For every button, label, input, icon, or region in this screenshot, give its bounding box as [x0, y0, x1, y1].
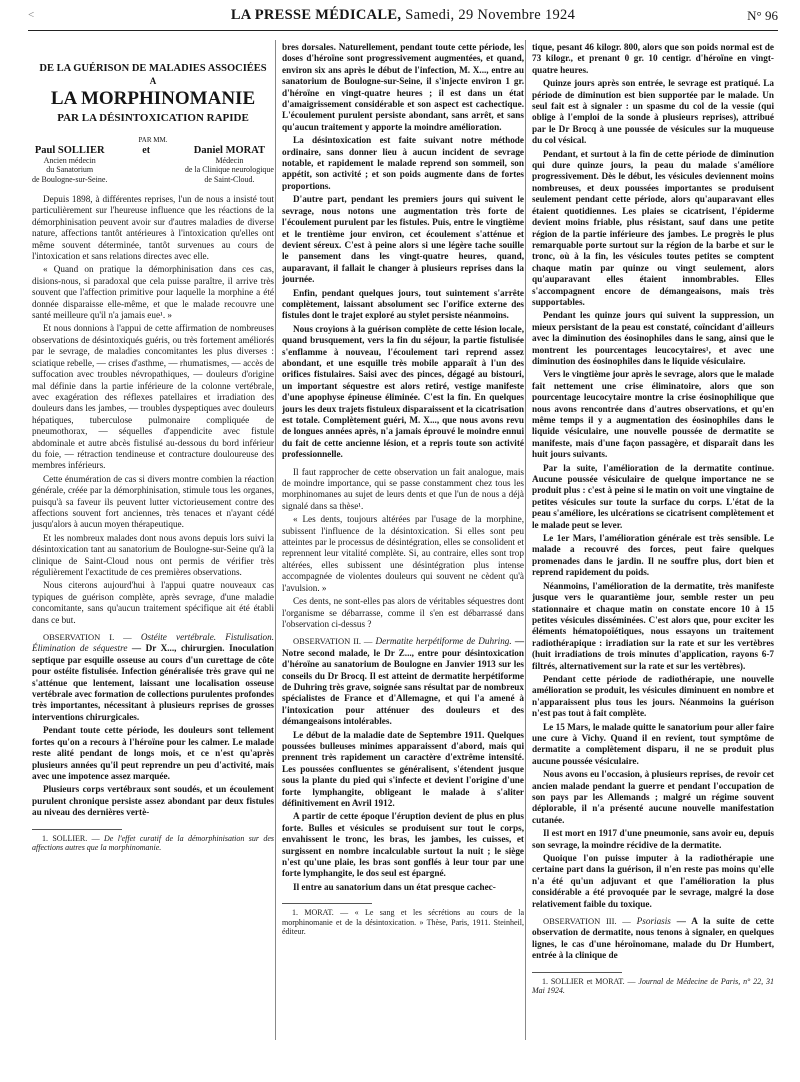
- article-title-line1: DE LA GUÉRISON DE MALADIES ASSOCIÉES: [39, 63, 267, 74]
- paragraph: tique, pesant 46 kilogr. 800, alors que son poids normal est de 73 kilogr., et prenant 0 gr. 10 centigr. d'héroïne en vingt-quatre heures.: [532, 42, 774, 75]
- paragraph: Par la suite, l'amélioration de la dermatite continue. Aucune poussée vésiculaire de quelque importance ne se produit plus : c'est à peine si le matin on voit une vingtaine de petites vésicules sur toute la surface du corps. L'état de la peau s'améliore, les ulcérations se cicatrisent complètement et le malade peut se lever.: [532, 462, 774, 530]
- journal-title: [28, 7, 778, 24]
- footnote-1-number: 1. SOLLIER. —: [42, 833, 100, 843]
- paragraph: Pendant cette période de radiothérapie, une nouvelle amélioration se produit, les vésicules diminuent en nombre et n'apparaissent plus tous les jours. Néanmoins la guérison n'est pas tout à fait complète.: [532, 673, 774, 719]
- article-title-a: A: [149, 76, 157, 86]
- paragraph: Le début de la maladie date de Septembre 1911. Quelques poussées bulleuses minimes apparaissent d'abord, mais qui prennent très rapidement un caractère d'extrême intensité. Les poussées confluentes se généralisent, s'étendent jusque sous la plante du pied qui s'infecte et devient l'origine d'une forte lymphangite, obligeant le malade à s'aliter définitivement en Avril 1912.: [282, 729, 524, 808]
- column-1: [32, 42, 274, 853]
- paragraph: Pendant, et surtout à la fin de cette période de diminution qui dure quinze jours, la peau du malade s'améliore progressivement. Dès le début, les vésicules deviennent moins nombreuses, et deux poussées importantes se produisent seulement pendant cette période, alors qu'auparavant elles étaient quotidiennes. Les plaies se cicatrisent, l'épiderme devient moins friable, plus résistant, sauf dans une petite région de la partie inférieure des jambes. Le progrès le plus remarquable porte surtout sur la région de la barbe et sur le tronc, où à la fin, les vésicules toutes petites se comptent chaque matin par quinze ou vingt seulement, alors qu'auparavant elles étaient innombrables. Elles s'accompagnent encore de démangeaisons, mais très supportables.: [532, 148, 774, 307]
- observation-3: [532, 916, 774, 962]
- author-1-name: Paul SOLLIER: [34, 145, 105, 156]
- observation-3-title: Psoriasis: [636, 916, 671, 927]
- running-header: [28, 5, 778, 29]
- paragraph: Nous avons eu l'occasion, à plusieurs reprises, de revoir cet ancien malade pendant la guerre et pendant l'occupation de son pays par les Allemands ; malgré un régime souvent déplorable, il n'a présenté aucune nouvelle manifestation cutanée.: [532, 769, 774, 825]
- paragraph: Néanmoins, l'amélioration de la dermatite, très manifeste jusque vers le quarantième jour, semble rester un peu stationnaire et chaque matin on constate encore 10 à 15 petites vésicules disséminées. C'est alors que, pour exciter les éléments hématopoïétiques, nous essayons un traitement radiothérapique : irradiation sur la rate et sur les vertèbres (huit irradiations de trois minutes d'application, rayons 6-7 filtrés, alternativement sur la rate et sur les vertèbres).: [532, 580, 774, 671]
- paragraph: A partir de cette époque l'éruption devient de plus en plus forte. Bulles et vésicules se produisent sur tout le corps, envahissent le tronc, les bras, les jambes, les cuisses, et surgissent en nombre incalculable surtout la nuit ; le siège n'est qu'une plaie, les bras sont gonflés à leur tour par une forte lymphangite, le dos seul est épargné.: [282, 811, 524, 879]
- observation-1-title: Ostéite vertébrale. Fistulisation. Élimination de séquestre: [32, 632, 275, 654]
- footnote-rule: [282, 903, 372, 904]
- author-2-role: Médecin: [215, 155, 244, 165]
- author-2-name: Daniel MORAT: [193, 145, 266, 156]
- author-1-affiliation-2: de Boulogne-sur-Seine.: [32, 174, 108, 184]
- issue-number: N° 96: [747, 8, 778, 23]
- paragraph: Depuis 1898, à différentes reprises, l'un de nous a insisté tout particulièrement sur l'heureuse influence que les réactions de la démorphinisation peuvent avoir sur d'autres maladies de diverse nature, affections tantôt antérieures à l'intoxication qu'elles ont même souvent déterminée, tantôt survenues au cours de l'intoxication et sans relations directes avec elle.: [32, 194, 274, 262]
- paragraph: Et les nombreux malades dont nous avons depuis lors suivi la désintoxication tant au sanatorium de Boulogne-sur-Seine qu'à la clinique de Saint-Cloud nous ont permis de vérifier très régulièrement l'exactitude de ces premières observations.: [32, 532, 274, 577]
- par-mm: PAR MM.: [138, 136, 168, 144]
- observation-1-continued: [282, 42, 524, 461]
- paragraph: Le 1er Mars, l'amélioration générale est très sensible. Le malade a recouvré des forces, peut faire quelques promenades dans le jardin. Il ne souffre plus, dort bien et reprend rapidement du poids.: [532, 533, 774, 578]
- paragraph: Pendant toute cette période, les douleurs sont tellement fortes qu'on a recours à l'héroïne pour les calmer. Le malade reste alité pendant de longs mois, et ce n'est qu'après plusieurs années qu'il peut reprendre un peu d'activité, mais avec une impotence assez marquée.: [32, 725, 274, 781]
- paragraph: bres dorsales. Naturellement, pendant toute cette période, les doses d'héroïne sont progressivement augmentées, et quand, environ six ans après le début de l'infection, M. X..., entre au sanatorium de Boulogne-sur-Seine, il s'injecte environ 1 gr. d'héroïne en vingt-quatre heures ; il est dans un état d'amaigrissement considérable et son aspect est cachectique. L'écoulement purulent persiste abondant, sans arrêt, et sans qu'aucun traitement y apporte la moindre amélioration.: [282, 42, 524, 132]
- paragraph: Enfin, pendant quelques jours, tout suintement s'arrête complètement, laissant absolument sec l'orifice externe des fistules dont le trajet exploré au stylet persiste néanmoins.: [282, 287, 524, 321]
- page-corner-mark: <: [28, 9, 35, 21]
- paragraph: Il faut rapprocher de cette observation un fait analogue, mais de moindre importance, qui se passe constamment chez tous les morphinomanes au sujet de leurs dents et que l'un de nous a déjà signalé dans sa thèse¹.: [282, 466, 524, 511]
- paragraph: Pendant les quinze jours qui suivent la suppression, un mieux persistant de la peau est constaté, coïncidant d'ailleurs avec la diminution des éosinophiles dans le sang, ainsi que le montrent les pourcentages leucocytaires¹, et avec une diminution des éosinophiles dans le liquide vésiculaire.: [532, 310, 774, 366]
- footnote-rule: [32, 829, 122, 830]
- author-2-affiliation: de la Clinique neurologique: [184, 165, 274, 174]
- paragraph: Vers le vingtième jour après le sevrage, alors que le malade fait nettement une crise éliminatoire, alors que son pourcentage leucocytaire montre la crise éosinophilique que nous avons rencontrée dans d'autres observations, et qu'en même temps il y a augmentation des éosinophiles dans le liquide vésiculaire, une nouvelle poussée de dermatite se manifeste, mais d'une façon passagère, et disparaît dans les huit jours suivants.: [532, 369, 774, 460]
- header-rule: [28, 30, 778, 31]
- observation-2-label: OBSERVATION II. —: [293, 636, 373, 647]
- observation-3-label: OBSERVATION III. —: [543, 916, 631, 927]
- paragraph: Il entre au sanatorium dans un état presque cachec-: [293, 881, 496, 892]
- observation-2-text: — Notre second malade, le Dr Z..., entre pour désintoxication d'héroïne au sanatorium de Boulogne en Janvier 1913 sur les conseils du Dr Brocq. Il est atteint de dermatite herpétiforme de Duhring très grave, soignée sans résultat par de nombreux spécialistes de France et d'Allemagne, et qui l'a amené à l'intoxication pour atténuer des douleurs et des démangeaisons intolérables.: [282, 636, 525, 727]
- paragraph: La désintoxication est faite suivant notre méthode ordinaire, sans donner lieu à aucun incident de sevrage notable, et rapidement le malade reprend son sommeil, son appétit, son activité ; et son poids augmente dans de fortes proportions.: [282, 135, 524, 191]
- article-subtitle: PAR LA DÉSINTOXICATION RAPIDE: [57, 112, 249, 124]
- column-divider-1: [275, 40, 276, 1040]
- author-2: [185, 146, 274, 184]
- footnote-3: [532, 977, 774, 996]
- paragraph: Plusieurs corps vertébraux sont soudés, et un écoulement purulent chronique persiste assez abondant par deux fistules au niveau des dernières vertè-: [32, 784, 274, 818]
- footnote-2-text: « Le sang et les sécrétions au cours de la morphinomanie et de la désintoxication. » Thèse, Paris, 1911. Steinheil, éditeur.: [282, 908, 525, 937]
- paragraph: Le 15 Mars, le malade quitte le sanatorium pour aller faire une cure à Vichy. Quand il en revient, tout symptôme de dermatite a complètement disparu, il ne se produit plus aucune poussée vésiculaire.: [532, 721, 774, 766]
- authors-block: [32, 146, 274, 184]
- author-1: [32, 146, 107, 184]
- observation-1-text: — Dr X..., chirurgien. Inoculation septique par esquille osseuse au cours d'un curettage de côte pour ostéite fistulisée. Infection généralisée très grave qui ne s'atténue que lentement, laissant une localisation osseuse vertébrale avec formation de collections purulentes profondes très importantes, nécessitant à plusieurs reprises de grosses interventions chirurgicales.: [32, 643, 275, 722]
- footnote-2-number: 1. MORAT. —: [292, 908, 349, 918]
- paragraph: Cette énumération de cas si divers montre combien la réaction générale, créée par la démorphinisation, stimule tous les organes, puisqu'à sa faveur ils peuvent lutter victorieusement contre des affections souvent fort anciennes, très tenaces et n'ayant cédé jusqu'alors à aucun moyen thérapeutique.: [32, 473, 274, 530]
- footnote-rule: [532, 972, 622, 973]
- footnote-1: [32, 834, 274, 853]
- observation-2-title: Dermatite herpétiforme de Duhring.: [375, 636, 512, 647]
- paragraph: Nous croyions à la guérison complète de cette lésion locale, quand brusquement, vers la fin du séjour, la partie fistulisée s'enflamme à nouveau, l'écoulement tari reprend assez abondant, et une esquille très mobile apparaît à l'un des orifices fistulaires. Saisi avec des pinces, dégagé au bistouri, un important séquestre est alors retiré, vestige manifeste d'une apophyse épineuse éliminée. C'est la fin. En quelques jours les deux trajets fistuleux disparaissent et la cicatrisation est totale. Complètement guéri, M. X..., que nous avons revu de longues années après, n'a jamais éprouvé le moindre ennui du fait de cette ancienne lésion, et a repris toute son activité professionnelle.: [282, 323, 524, 460]
- observation-2-continued: [532, 42, 774, 910]
- footnote-3-number: 1. SOLLIER et MORAT. —: [542, 976, 636, 986]
- author-2-affiliation-2: de Saint-Cloud.: [204, 174, 255, 184]
- paragraph: Quoique l'on puisse imputer à la radiothérapie une certaine part dans la guérison, il n'en reste pas moins qu'elle n'a été qu'un adjuvant et que l'amélioration la plus considérable a été provoquée par le sevrage, malgré la dose relativement faible du toxique.: [532, 853, 774, 909]
- footnote-2: [282, 908, 524, 937]
- observation-1-label: OBSERVATION I. —: [43, 632, 132, 643]
- observation-1: [32, 632, 274, 723]
- paragraph: D'autre part, pendant les premiers jours qui suivent le sevrage, nous notons une augmentation très forte de l'écoulement purulent par les fistules. Puis, entre le vingtième et le trentième jour environ, cet écoulement s'atténue et devient séreux. C'est à peine alors si une légère tache souille le pansement dans les vingt-quatre heures, quand, auparavant, il fallait le changer à plusieurs reprises dans la journée.: [282, 194, 524, 285]
- observation-2-body: [282, 730, 524, 894]
- column-divider-2: [525, 40, 526, 1040]
- footnote-1-text: De l'effet curatif de la démorphinisation sur des affections autres que la morphinomanie.: [32, 833, 275, 853]
- paragraph: Nous citerons aujourd'hui à l'appui quatre nouveaux cas typiques de guérison complète, après sevrage, d'une maladie concomitante, sans qu'aucun traitement spécifique ait été établi dans ce but.: [32, 580, 274, 625]
- column-3: [532, 42, 774, 996]
- paragraph: « Les dents, toujours altérées par l'usage de la morphine, subissent l'influence de la désintoxication. Si elles sont peu atteintes par le processus de désintégration, elles se consolident et reprennent leur vitalité complète. Si, au contraire, elles sont trop altérées, elles subissent une désintégration plus intense accompagnée de violentes douleurs qui souvent ne cèdent qu'à l'avulsion. »: [282, 514, 524, 593]
- paragraph: « Quand on pratique la démorphinisation dans ces cas, disions-nous, si paradoxal que cela puisse paraître, il arrive très souvent que l'affection primitive pour laquelle la morphine a été donnée disparaisse elle-même, et que le malade recouvre une santé meilleure qu'il n'a jamais eue¹. »: [32, 264, 274, 321]
- paragraph: Ces dents, ne sont-elles pas alors de véritables séquestres dont l'organisme se débarrasse, comme il s'en est débarrassé dans l'observation ci-dessus ?: [282, 596, 524, 629]
- issue-date: Samedi, 29 Novembre 1924: [405, 7, 576, 23]
- journal-name: LA PRESSE MÉDICALE,: [230, 7, 402, 23]
- column-2: [282, 42, 524, 937]
- observation-3-text: — A la suite de cette observation de dermatite, nous tenons à signaler, en quelques lignes, le cas d'une héroïnomane, malade du Dr Humbert, entrée à la clinique de: [532, 916, 774, 961]
- author-1-affiliation: du Sanatorium: [46, 165, 94, 174]
- observation-2: [282, 636, 524, 727]
- paragraph: Il est mort en 1917 d'une pneumonie, sans avoir eu, depuis son sevrage, la moindre récidive de la dermatite.: [532, 828, 774, 850]
- author-1-role: Ancien médecin: [43, 155, 96, 165]
- paragraph: Quinze jours après son entrée, le sevrage est pratiqué. La période de diminution est bien supportée par le malade. Un seul fait est à signaler : un spasme du col de la vessie (qui oblige à l'emploi de la sonde à plusieurs reprises), attribué par le Dr Brocq à une poussée de vésicules sur la muqueuse du col vésical.: [532, 78, 774, 146]
- article-title-main: LA MORPHINOMANIE: [50, 88, 256, 109]
- footnote-3-text: Journal de Médecine de Paris, n° 22, 31 Mai 1924.: [532, 976, 774, 996]
- paragraph: Et nous donnions à l'appui de cette affirmation de nombreuses observations de désintoxiqués guéris, ou très fortement améliorés par le sevrage, de maladies concomitantes les plus diverses : sciatique rebelle, — crises d'asthme, — rhumatismes, — accès de suffocation avec troubles névropathiques, — douleurs d'origine mal définie dans la partie inférieure de la colonne vertébrale, avec exagération des réflexes patellaires et irradiation des douleurs dans les jambes, — troubles dyspeptiques avec douleurs hépatiques, tuberculose pulmonaire compliquée de pneumothorax, — séquelles d'appendicite avec fistule abdominale et autre abcès fistulisé au-dessous du bord inférieur du foie, — rétraction tendineuse et contracture douloureuse des membres inférieurs.: [32, 323, 274, 471]
- authors-et: et: [142, 145, 151, 156]
